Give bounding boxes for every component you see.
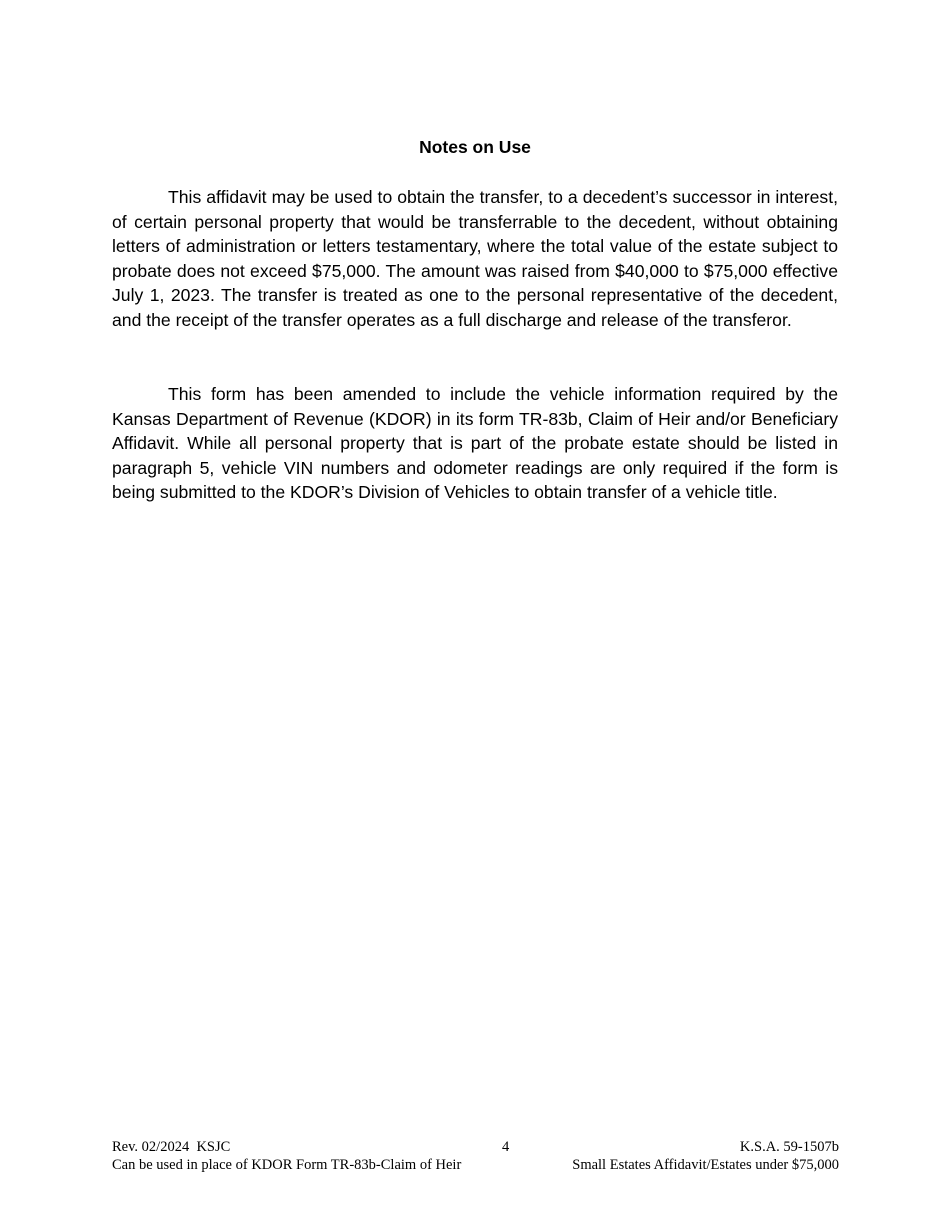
footer-revision: Rev. 02/2024 KSJC [112, 1139, 231, 1155]
page-title: Notes on Use [419, 137, 531, 157]
footer-kdor-note: Can be used in place of KDOR Form TR-83b-Claim of Heir [112, 1157, 462, 1173]
footer-page-number: 4 [502, 1139, 510, 1155]
footer-form-title: Small Estates Affidavit/Estates under $75,000 [572, 1157, 839, 1173]
notes-paragraph-2: This form has been amended to include the vehicle information required by the Kansas Department of Revenue (KDOR) in its form TR-83b, Claim of Heir and/or Beneficiary Affidavit. While all personal property that is part of the probate estate should be listed in paragraph 5, vehicle VIN numbers and odometer readings are only required if the form is being submitted to the KDOR’s Division of Vehicles to obtain transfer of a vehicle title. [112, 384, 838, 503]
footer-row-2 [112, 1156, 839, 1174]
page-footer [112, 1138, 839, 1174]
footer-row-1 [112, 1138, 839, 1156]
footer-statute: K.S.A. 59-1507b [739, 1139, 839, 1155]
notes-paragraph-1: This affidavit may be used to obtain the transfer, to a decedent’s successor in interest, of certain personal property that would be transferrable to the decedent, without obtaining letters of administration or letters testamentary, where the total value of the estate subject to probate does not exceed $75,000. The amount was raised from $40,000 to $75,000 effective July 1, 2023. The transfer is treated as one to the personal representative of the decedent, and the receipt of the transfer operates as a full discharge and release of the transferor. [112, 187, 838, 330]
